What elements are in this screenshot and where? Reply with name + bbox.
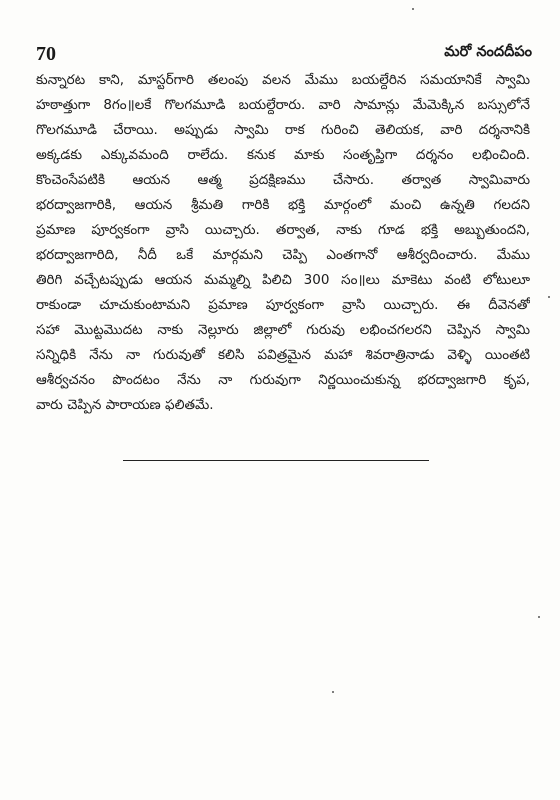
scan-speck — [548, 296, 550, 298]
text-line: ప్రమాణ పూర్వకంగా వ్రాసి యిచ్చారు. తర్వాత, నాకు గూడ భక్తి అబ్బుతుందని, — [36, 222, 530, 238]
scan-speck — [332, 691, 334, 693]
scan-speck — [412, 8, 414, 10]
text-line: సహా మొట్టమొదట నాకు నెల్లూరు జిల్లాలో గురువు లభించగలరని చెప్పిన స్వామి — [36, 322, 530, 338]
text-line: గొలగమూడి చేరాయి. అప్పుడు స్వామి రాక గురించి తెలియక, వారి దర్శనానికి — [36, 122, 530, 138]
text-line: భరద్వాజగారికి, ఆయన శ్రీమతి గారికి భక్తి మార్గంలో మంచి ఉన్నతి గలదని — [36, 197, 530, 213]
body-paragraph — [36, 68, 530, 418]
text-line: రాకుండా చూచుకుంటామని ప్రమాణ పూర్వకంగా వ్రాసి యిచ్చారు. ఈ దీవెనతో — [36, 297, 530, 313]
text-line: హఠాత్తుగా 8గం॥లకే గొలగమూడి బయల్దేరారు. వారి సామాన్లు మేమెక్కిన బస్సులోనే — [36, 97, 530, 113]
text-line: అక్కడకు ఎక్కువమంది రాలేదు. కనుక మాకు సంతృప్తిగా దర్శనం లభించింది. — [36, 147, 530, 163]
running-title: మరో నందదీపం — [444, 44, 532, 60]
page-number: 70 — [36, 43, 56, 65]
text-line: తిరిగి వచ్చేటప్పుడు ఆయన మమ్మల్ని పిలిచి 300 సం॥లు మాకెటు వంటి లోటులూ — [36, 272, 530, 288]
text-line: వారు చెప్పిన పారాయణ ఫలితమే. — [36, 397, 214, 413]
text-line: ఆశీర్వచనం పొందటం నేను నా గురువుగా నిర్ణయించుకున్న భరద్వాజగారి కృప, — [36, 372, 530, 388]
section-divider — [123, 460, 429, 461]
text-line: కొంచెంసేపటికి ఆయన ఆత్మ ప్రదక్షిణము చేసారు. తర్వాత స్వామివారు — [36, 172, 530, 188]
text-line: కున్నారట కాని, మాస్టర్‌గారి తలంపు వలన మేము బయల్దేరిన సమయానికే స్వామి — [36, 72, 530, 88]
text-line: భరద్వాజగారిది, నీదీ ఒకే మార్గమని చెప్పి ఎంతగానో ఆశీర్వదించారు. మేము — [36, 247, 530, 263]
scan-speck — [538, 616, 540, 618]
text-line: సన్నిధికి నేను నా గురువుతో కలిసి పవిత్రమైన మహా శివరాత్రినాడు వెళ్ళి యింతటి — [36, 347, 530, 363]
